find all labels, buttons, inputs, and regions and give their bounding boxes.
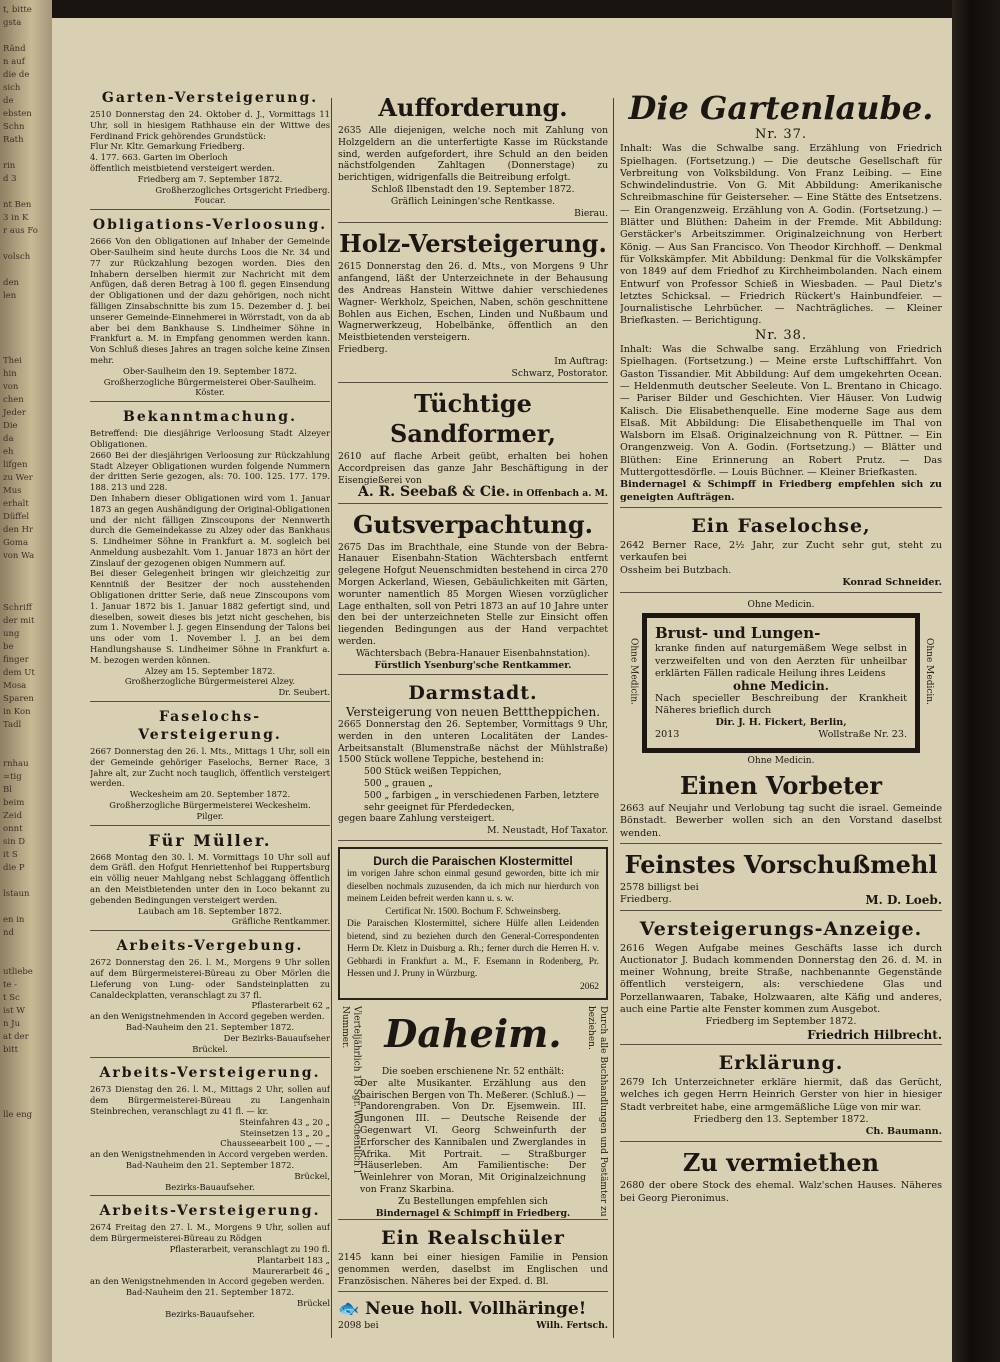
ad-subject: Betreffend: Die diesjährige Verloosung Stadt Alzeyer Obligationen. <box>90 428 330 449</box>
ad-name: M. D. Loeb. <box>865 893 942 908</box>
ad-name: Wilh. Fertsch. <box>536 1319 608 1331</box>
ohne-medicin-bottom: Ohne Medicin. <box>747 755 815 766</box>
ohne-medicin-top: Ohne Medicin. <box>747 600 815 611</box>
ad-name: Köster. <box>195 387 225 398</box>
ad-title: Bekanntmachung. <box>123 409 297 426</box>
ad-place: Ossheim bei Butzbach. <box>620 564 732 576</box>
ad-title: Darmstadt. <box>408 682 538 705</box>
ad-line: 500 „ grauen „ <box>364 778 433 790</box>
ad-name: Bezirks-Bauaufseher. <box>165 1308 255 1319</box>
ad-line: Pflasterarbeit, veranschlagt zu 190 fl. <box>169 1243 330 1254</box>
ad-address: Wollstraße Nr. 23. <box>818 729 907 741</box>
ad-place: Bad-Nauheim den 21. September 1872. <box>125 1287 295 1298</box>
ad-name: Bierau. <box>574 207 608 219</box>
ad-title: Für Müller. <box>148 830 272 850</box>
ad-signer: M. Neustadt, Hof Taxator. <box>487 825 608 837</box>
ad-vorschussmehl <box>620 850 942 911</box>
daheim-side-left: Vierteljährlich 18 Sgr. Wöchentlich 1 Nummer. <box>339 1006 362 1175</box>
ad-body: Inhalt: Was die Schwalbe sang. Erzählung von Friedrich Spielhagen. (Fortsetzung.) — Die deutsche Gesellschaft für Verbreitung von Volksbildung. Von Franz Leibing. — Eine Schwindelindustrie. Von G. Mit Abbildung: Amerikanische Schreibmaschine für Geisterseher. — Eine Stätte des Entsetzens. — Ein Orangenzweig. Erzählung von A. Godin. (Fortsetzung.) — Blätter und Blüthen: Daheim in der Fremde. Mit Abbildung: Gerstäcker's Arbeitszimmer. Originalzeichnung von Herbert König. — Aus San Francisco. Von Theodor Kirchhoff. — Denkmal für Volkskämpfer. Mit Abbildung: Denkmal für die Volkskämpfer von 1849 auf dem Friedhof zu Kirchheimbolanden. Nach einem Entwurf von Professor Schieß in Wiesbaden. — Paul Dietz's letztes Schicksal. — Friedrich Rückert's Hainbundfeier. — Journalistische Lehrbücher. — Nachträgliches. — Kleiner Briefkasten. — Berichtigung. <box>620 143 942 327</box>
ad-body: 2616 Wegen Aufgabe meines Geschäfts lasse ich durch Auctionator J. Budach kommenden Donnerstag den 26. d. M. in meiner Wohnung, breite Straße, nachbenannte Gegenstände öffentlich versteigern, als: verschiedene Glas und Porzellanwaaren, Tabake, Holzwaaren, alte Käfig und anderes, auch eine Partie alte Fenster kommen zum Ausgebot. <box>620 942 942 1016</box>
ad-line: Flur Nr. Kltr. Gemarkung Friedberg. <box>90 141 245 152</box>
ad-name: Ch. Baumann. <box>865 1126 942 1138</box>
ad-line: Steinsetzen 13 „ 20 „ <box>239 1127 330 1138</box>
ad-body: 2674 Freitag den 27. l. M., Morgens 9 Uhr, sollen auf dem Bürgermeisterei-Büreau zu Rödgen <box>90 1222 330 1244</box>
ad-doctor: Dir. J. H. Fickert, Berlin, <box>715 717 847 729</box>
ad-place: Ober-Saulheim den 19. September 1872. <box>122 365 298 376</box>
ad-subtitle: Versteigerung von neuen Betttheppichen. <box>345 705 601 720</box>
ad-body: Den Inhabern dieser Obligationen wird vom 1. Januar 1873 an gegen Aushändigung der Original-Obligationen und der nicht fälligen Zinscoupons der Nennwerth durch die Gemeindekasse zu Alzey oder das Bankhaus S. Lindheimer Söhne in Frankfurt a. M. sogleich bei Anmeldung ausbezahlt. Vom 1. Januar 1873 an hört der Zinslauf der gezogenen obigen Nummern auf. <box>90 492 330 568</box>
ad-title: Faselochs-Versteigerung. <box>138 709 282 744</box>
ad-name: Konrad Schneider. <box>842 576 942 588</box>
ad-body: 2667 Donnerstag den 26. l. Mts., Mittags 1 Uhr, soll ein der Gemeinde gehöriger Faselochs, Berner Race, 3 Jahre alt, zur Zucht noch tauglich, öffentlich versteigert werden. <box>90 746 330 789</box>
ad-firm-place: in Offenbach a. M. <box>512 487 608 499</box>
ad-certificate: Certificat Nr. 1500. Bochum F. Schweinsberg. <box>385 906 561 917</box>
ad-place: Bad-Nauheim den 21. September 1872. <box>125 1159 295 1170</box>
ad-body: 2660 Bei der diesjährigen Verloosung zur Rückzahlung Stadt Alzeyer Obligationen wurden folgende Nummern der dritten Serie gezogen, als: 70. 100. 125. 177. 179. 188. 213 und 228. <box>90 449 330 493</box>
ad-signer: Gräflich Leiningen'sche Rentkasse. <box>390 195 556 207</box>
ad-title: Gutsverpachtung. <box>353 509 593 539</box>
ad-line: Steinfahren 43 „ 20 „ <box>239 1116 330 1127</box>
ad-fuer-mueller <box>90 832 330 932</box>
ad-title: Arbeits-Versteigerung. <box>99 1203 321 1220</box>
ad-body: 2672 Donnerstag den 26. l. M., Morgens 9 Uhr sollen auf dem Bürgermeisterei-Büreau zu Ober Mörlen die Lieferung von Lung- oder Sandsteinplatten zu Canaldeckplatten, veranschlagt zu 37 fl. <box>90 957 330 1000</box>
ad-body: an den Wenigstnehmenden in Accord gegeben werden. <box>90 1011 325 1022</box>
ad-erklaerung <box>620 1051 942 1142</box>
ad-arbeits-versteigerung-roedgen <box>90 1202 330 1322</box>
ad-arbeits-versteigerung-langenhain <box>90 1064 330 1196</box>
ad-place: Schloß Ilbenstadt den 19. September 1872. <box>371 183 575 195</box>
ad-signer: Brückel, <box>294 1170 330 1181</box>
ad-line: gegen baare Zahlung versteigert. <box>338 813 495 825</box>
ad-title: Ein Faselochse, <box>691 514 871 537</box>
binding-edge <box>952 0 1000 1362</box>
ad-title: Versteigerungs-Anzeige. <box>639 917 923 940</box>
ad-gartenlaube <box>620 89 942 508</box>
ad-title: Brust- und Lungen- <box>655 624 821 643</box>
ad-name: Brückel. <box>192 1043 228 1054</box>
ad-body: Der alte Musikanter. Erzählung aus den bairischen Bergen von Th. Meßerer. (Schluß.) — Pandorengraben. Von Dr. Ejsemwein. III. Jungonen III. — Deutsche Reisende der Gegenwart VI. Georg Schweinfurth der Erforscher des Kannibalen und Zwerglandes in Afrika. Mit Portrait. — Straßburger Häuserleben. Am Familientische: Der Weinlehrer von Moran, Mit Originalzeichnung von Franz Skarbina. <box>360 1077 586 1196</box>
ad-versteigerungs-anzeige <box>620 917 942 1045</box>
ad-body: 2635 Alle diejenigen, welche noch mit Zahlung von Holzgeldern an die unterfertigte Kasse im Rückstande sind, werden aufgefordert, ihre Schuld an den beiden nächstfolgenden Zahltagen (Donnerstage) zu berichtigen, widrigenfalls die Beitreibung erfolgt. <box>338 125 608 184</box>
column-rule <box>331 98 332 1338</box>
ad-zu-vermiethen <box>620 1148 942 1208</box>
ad-signer: Gräfliche Rentkammer. <box>231 916 330 927</box>
ad-name: Foucar. <box>194 195 226 206</box>
ad-title: Neue holl. Vollhäringe! <box>365 1298 587 1319</box>
ad-body: 2673 Dienstag den 26. l. M., Mittags 2 Uhr, sollen auf dem Bürgermeisterei-Büreau zu Langenhain Steinbrechen, veranschlagt zu 41 fl. — kr. <box>90 1084 330 1116</box>
ad-body: im vorigen Jahre schon einmal gesund geworden, bitte ich mir dieselben nochmals zuzusenden, da ich mich nur hierdurch von meinem Leiden befreit werden kann u. s. w. <box>347 869 599 905</box>
fish-icon: 🐟 <box>338 1298 360 1319</box>
ad-body: 2668 Montag den 30. l. M. Vormittags 10 Uhr soll auf dem Gräfl. den Hofgut Henriettenhof bei Ruppertsburg ein völlig neuer Mahlgang nebst Schlaggang öffentlich an den Meistbietenden unter den in Loco bekannt zu gebenden Bedingungen versteigert werden. <box>90 851 330 905</box>
ad-signer: Brückel <box>297 1297 330 1308</box>
issue-number: Nr. 37. <box>754 127 808 142</box>
ad-signer: Großherzogliche Bürgermeisterei Ober-Saulheim. <box>103 376 317 387</box>
ad-name: Friedrich Hilbrecht. <box>807 1027 942 1042</box>
ad-obligations-verloosung <box>90 216 330 402</box>
ad-body: 2510 Donnerstag den 24. Oktober d. J., Vormittags 11 Uhr, soll in hiesigem Rathhause ein der Wittwe des Ferdinand Frick gehörendes Grundstück: <box>90 109 330 141</box>
ad-title: Zu vermiethen <box>682 1148 880 1178</box>
ad-body: kranke finden auf naturgemäßem Wege selbst in verzweifelten und von den Aerzten für unheilbar erklärten Fällen radicale Heilung ihres Leidens <box>655 643 907 679</box>
column-middle <box>338 92 608 1350</box>
ad-number: 2062 <box>580 981 599 992</box>
ad-title: Ein Realschüler <box>381 1227 565 1250</box>
ad-line: öffentlich meistbietend versteigert werden. <box>90 162 275 173</box>
ad-title: Daheim. <box>384 1011 562 1057</box>
ad-line: 4. 177. 663. Garten im Oberloch <box>90 152 228 163</box>
ad-vorbeter <box>620 771 942 844</box>
ad-title: Garten-Versteigerung. <box>101 90 319 106</box>
ad-firm: A. R. Seebaß & Cie. <box>358 483 511 500</box>
ad-title: Durch die Paraischen Klostermittel <box>373 854 573 869</box>
ad-aufforderung <box>338 93 608 223</box>
ad-body: an den Wenigstnehmenden in Accord vergeben werden. <box>90 1149 328 1160</box>
ad-body: 2665 Donnerstag den 26. September, Vormittags 9 Uhr, werden in den unteren Localitäten der Landes-Arbeitsanstalt (Blumenstraße nächst der Mühlstraße) 1500 Stück wollene Teppiche, bestehend in: <box>338 719 608 766</box>
ad-signer: Fürstlich Ysenburg'sche Rentkammer. <box>374 659 572 671</box>
ad-body: 2680 der obere Stock des ehemal. Walz'schen Hauses. Näheres bei Georg Pieronimus. <box>620 1180 942 1204</box>
ad-daheim <box>338 1006 608 1220</box>
ad-place: Laubach am 18. September 1872. <box>138 905 282 916</box>
ad-line: Plantarbeit 183 „ <box>256 1254 330 1265</box>
ad-title: Arbeits-Versteigerung. <box>99 1065 321 1082</box>
ad-sandformer <box>338 389 608 503</box>
ad-body: Bei dieser Gelegenheit bringen wir gleichzeitig zur Kenntniß der Besitzer der noch ausstehenden Obligationen dritter Serie, daß neue Zinscoupons vom 1. Januar 1872 bis 1. Januar 1882 gefertigt sind, und dieselben, soweit dieses bis jetzt nicht geschehen, bis zum 1. November l. J. gegen Einsendung der Talons bei uns oder vom 1. November l. J. an bei dem Handlungshause S. Lindheimer Söhne in Frankfurt a. M. bezogen werden können. <box>90 568 330 665</box>
ad-place: Friedberg. <box>620 894 672 906</box>
ad-body: 2610 auf flache Arbeit geübt, erhalten bei hohen Accordpreisen das ganze Jahr Beschäftigung in der Eisengießerei von <box>338 451 608 486</box>
ohne-medicin-left: Ohne Medicin. <box>628 638 639 706</box>
ad-body: 2663 auf Neujahr und Verlobung tag sucht die israel. Gemeinde Bönstadt. Bewerber wollen sich an den Vorstand daselbst wenden. <box>620 803 942 839</box>
ad-line: Pflasterarbeit 62 „ <box>251 1000 330 1011</box>
previous-page-edge <box>0 0 52 1362</box>
ad-darmstadt-teppiche <box>338 681 608 841</box>
ad-title: Holz-Versteigerung. <box>339 229 607 259</box>
ad-place: Friedberg. <box>338 343 388 355</box>
ad-place: Bad-Nauheim den 21. September 1872. <box>125 1021 295 1032</box>
ad-arbeits-vergebung <box>90 937 330 1058</box>
ad-body: 2145 kann bei einer hiesigen Familie in Pension genommen werden, daselbst im Englischen und Französischen. Näheres bei der Exped. d. Bl. <box>338 1252 608 1288</box>
ohne-medicin-right: Ohne Medicin. <box>924 638 934 706</box>
ad-title: Die Gartenlaube. <box>628 89 934 127</box>
ad-vollhaeringe <box>338 1298 608 1335</box>
ad-paraische-klostermittel <box>338 847 608 1000</box>
ad-title: Obligations-Verloosung. <box>92 217 328 234</box>
ad-firm: Bindernagel & Schimpff in Friedberg. <box>375 1207 571 1219</box>
ad-faselochs-versteigerung <box>90 708 330 826</box>
ad-realschueler <box>338 1226 608 1291</box>
ad-order: Bindernagel & Schimpff in Friedberg empfehlen sich zu geneigten Aufträgen. <box>620 479 942 503</box>
ad-line: Maurerarbeit 46 „ <box>252 1265 330 1276</box>
ad-faselochse <box>620 514 942 593</box>
column-right <box>620 88 942 1350</box>
ad-body: 2666 Von den Obligationen auf Inhaber der Gemeinde Ober-Saulheim sind heute durchs Loos die Nr. 34 und 77 zur Rückzahlung bezogen worden. Dies den Inhabern derselben hiermit zur Nachricht mit dem Anfügen, daß deren Betrag à 100 fl. gegen Einsendung der Obligationen und der dazu gehörigen, noch nicht fälligen Zinsabschnitte bis zum 15. Dezember d. J. bei unserer Gemeinde-Einnehmerei in Wörrstadt, von da ab aber bei dem Bankhause S. Lindheimer Söhne in Frankfurt a. M. in Empfang genommen werden kann. Von Schluß dieses Jahres an tragen solche keine Zinsen mehr. <box>90 236 330 365</box>
ad-number: 2013 <box>655 729 680 741</box>
ad-title: Erklärung. <box>718 1051 844 1074</box>
ad-title: Feinstes Vorschußmehl <box>624 849 938 879</box>
ad-place: Wächtersbach (Bebra-Hanauer Eisenbahnstation). <box>355 647 591 659</box>
ad-title: Tüchtige Sandformer, <box>389 389 556 449</box>
ad-place: Weckesheim am 20. September 1872. <box>129 789 291 800</box>
ad-name: Dr. Seubert. <box>278 687 330 698</box>
ad-line: 500 Stück weißen Teppichen, <box>364 766 502 778</box>
ad-body: Die Paraischen Klostermittel, sichere Hülfe allen Leidenden bietend, sind zu beziehen durch den General-Correspondenten Herrn Dr. Kletz in Duisburg a. Rh.; ferner durch die Herren H. v. Gebhardi in Frankfurt a. M., F. Esemann in Rodenberg, Pr. Hessen und J. Pruny in Würzburg. <box>347 919 599 980</box>
ad-holz-versteigerung <box>338 229 608 383</box>
ad-signer: Der Bezirks-Bauaufseher <box>223 1032 330 1043</box>
ad-garten-versteigerung <box>90 89 330 210</box>
ad-name: Schwarz, Postorator. <box>511 367 608 379</box>
column-rule <box>613 98 614 1338</box>
ad-body: 2615 Donnerstag den 26. d. Mts., von Morgens 9 Uhr anfangend, läßt der Unterzeichnete in der Behausung des Andreas Hanstein Wittwe dahier verschiedenes Wagner- Werkholz, Speichen, Naben, schön geschnittene Bohlen aus Eichen, Eschen, Linden und Nußbaum und Wagnerwerkzeug, Hobelbänke, öffentlich an den Meistbietenden versteigern. <box>338 261 608 344</box>
ad-number: 2098 bei <box>338 1319 379 1331</box>
daheim-side-right: Durch alle Buchhandlungen und Postämter zu beziehen. <box>586 1006 608 1217</box>
ad-line: 500 „ farbigen „ in verschiedenen Farben, letztere sehr geeignet für Pferdedecken, <box>364 789 600 813</box>
ad-number: 2578 billigst bei <box>620 881 699 893</box>
ad-signer: Großherzogliches Ortsgericht Friedberg. <box>155 184 330 195</box>
ad-body: 2679 Ich Unterzeichneter erkläre hiermit, daß das Gerücht, welches ich gegen Herrn Heinrich Gerster von hier in hiesiger Stadt verbreitet habe, eine armgemäßliche Lüge von mir war. <box>620 1076 942 1113</box>
ad-signer: Großherzogliche Bürgermeisterei Alzey. <box>124 676 296 687</box>
issue-number: Nr. 38. <box>754 327 808 343</box>
ad-title: Einen Vorbeter <box>679 771 883 801</box>
ad-place: Friedberg den 13. September 1872. <box>693 1113 869 1125</box>
ad-body: 2675 Das im Brachthale, eine Stunde von der Bebra-Hanauer Eisenbahn-Station Wächtersbach entfernt gelegene Hofgut Neuenschmidten bestehend in circa 270 Morgen Ackerland, Wiesen, Gebäulichkeiten mit Gärten, worunter namentlich 85 Morgen Wiesen vorzüglicher Lage enthalten, soll von Petri 1873 an auf 10 Jahre unter den bei der unterzeichneten Stelle zur Einsicht offen liegenden Bedingungen aus der Hand verpachtet werden. <box>338 541 608 647</box>
newspaper-sheet <box>52 18 952 1362</box>
ad-body: Die soeben erschienene Nr. 52 enthält: <box>381 1066 565 1078</box>
ad-emphasis: ohne Medicin. <box>733 679 829 694</box>
ad-body: an den Wenigstnehmenden in Accord gegeben werden. <box>90 1276 325 1287</box>
ad-order: Zu Bestellungen empfehlen sich <box>398 1195 548 1207</box>
ad-signer: Großherzogliche Bürgermeisterei Weckesheim. <box>109 800 311 811</box>
ad-body: Nach specieller Beschreibung der Krankheit Näheres brieflich durch <box>655 692 907 716</box>
ad-line: Chausseearbeit 100 „ — „ <box>220 1138 330 1149</box>
previous-page-fragments: t, bitte gsta Ränd n auf die de sich de ebsten Schn Rath rin d 3 nt Ben 3 in K r aus Fo volsch den len Thei hin von chen Jeder Die da eh lifgen zu Wer Mus erhalt Düffel den Hr Goma von Wa Schriff der mit ung be finger dem Ut Mosa Sparen in Kon Tadl rnhau =tig Bl beim Zeid onnt sin D it S die P lstaun en in nd utliebe te - t Sc ist W n Ju at der bitt lle eng <box>3 5 38 1120</box>
ad-place: Friedberg im September 1872. <box>705 1016 857 1028</box>
ad-place: Friedberg am 7. September 1872. <box>137 173 283 184</box>
ad-title: Aufforderung. <box>378 93 568 122</box>
ad-place: Alzey am 15. September 1872. <box>144 665 276 676</box>
ad-brust-lungen <box>628 613 934 752</box>
column-left <box>90 88 330 1350</box>
ad-bekanntmachung <box>90 408 330 702</box>
ad-signer: Im Auftrag: <box>554 355 608 367</box>
ad-title: Arbeits-Vergebung. <box>116 938 304 955</box>
ad-gutsverpachtung <box>338 510 608 676</box>
ad-body: 2642 Berner Race, 2½ Jahr, zur Zucht sehr gut, steht zu verkaufen bei <box>620 539 942 564</box>
ad-name: Pilger. <box>196 810 224 821</box>
ad-body: Inhalt: Was die Schwalbe sang. Erzählung von Friedrich Spielhagen. (Fortsetzung.) — Meine erste Luftschifffahrt. Von Gaston Tissandier. Mit Abbildung: Auf dem umgekehrten Ocean. — Heldenmuth deutscher Seeleute. Von L. Brentano in Chicago. — Pariser Bilder und Geschichten. Vier Häuser. Von Ludwig Kalisch. Die Elisabethenquelle. Eine moderne Sage aus dem Elsaß. Mit Abbildung: Die Elisabethenquelle im Thal von Walsborn im Elsaß. Originalzeichnung von R. Püttner. — Ein Orangenzweig. Von A. Godin. (Fortsetzung.) — Blätter und Blüthen: Eine Erinnerung an Robert Prutz. — Das Muttergottesdörfle. — Louis Büchner. — Kleiner Briefkasten. <box>620 344 942 479</box>
ad-name: Bezirks-Bauaufseher. <box>165 1181 255 1192</box>
